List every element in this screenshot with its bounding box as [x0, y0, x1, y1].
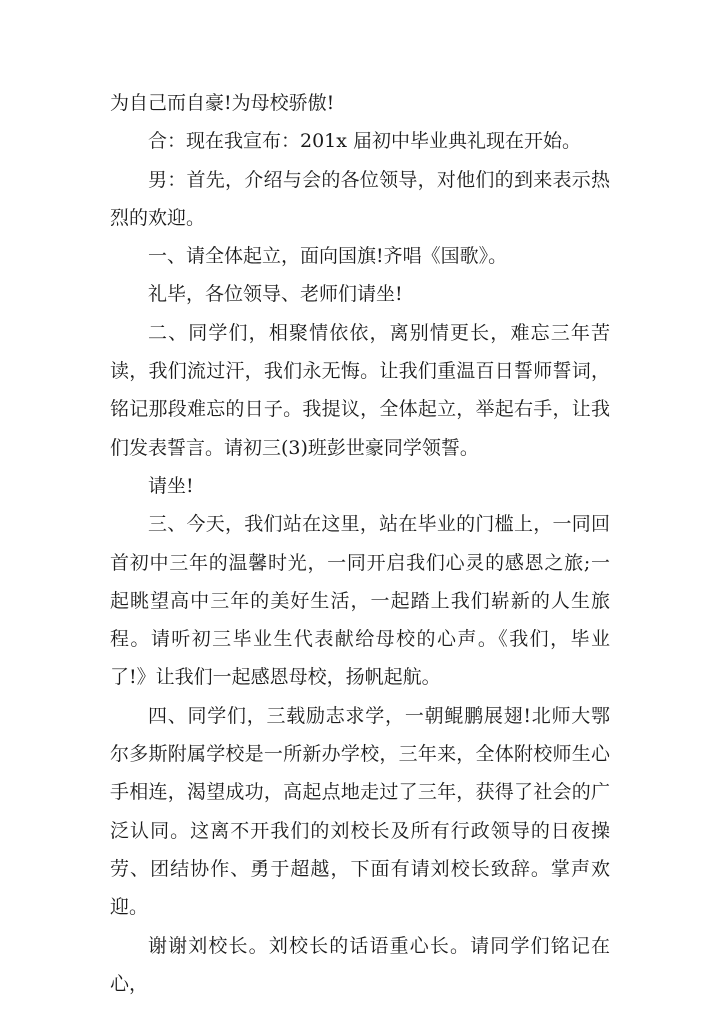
document-body	[110, 84, 610, 1003]
paragraph-graduate-speech: 三、今天，我们站在这里，站在毕业的门槛上，一同回首初中三年的温馨时光，一同开启我们心灵的感恩之旅;一起眺望高中三年的美好生活，一起踏上我们崭新的人生旅程。请听初三毕业生代表献给母校的心声。《我们，毕业了!》让我们一起感恩母校，扬帆起航。	[110, 513, 610, 689]
paragraph-principal-speech: 四、同学们，三载励志求学，一朝鲲鹏展翅!北师大鄂尔多斯附属学校是一所新办学校，三年来，全体附校师生心手相连，渴望成功，高起点地走过了三年，获得了社会的广泛认同。这离不开我们的刘校长及所有行政领导的日夜操劳、团结协作、勇于超越，下面有请刘校长致辞。掌声欢迎。	[110, 704, 610, 919]
paragraph-oath: 二、同学们，相聚情依依，离别情更长，难忘三年苦读，我们流过汗，我们永无悔。让我们重温百日誓师誓词，铭记那段难忘的日子。我提议，全体起立，举起右手，让我们发表誓言。请初三(3)班彭世豪同学领誓。	[110, 321, 610, 459]
paragraph-introduce-leaders: 男：首先，介绍与会的各位领导，对他们的到来表示热烈的欢迎。	[110, 168, 610, 229]
paragraph-thanks: 谢谢刘校长。刘校长的话语重心长。请同学们铭记在心，	[110, 934, 610, 995]
paragraph-please-sit: 请坐!	[148, 474, 194, 497]
paragraph-announcement: 合：现在我宣布：201x 届初中毕业典礼现在开始。	[148, 130, 582, 153]
paragraph-national-anthem: 一、请全体起立，面向国旗!齐唱《国歌》。	[148, 245, 508, 268]
paragraph-intro: 为自己而自豪!为母校骄傲!	[110, 92, 335, 114]
paragraph-be-seated: 礼毕，各位领导、老师们请坐!	[148, 283, 403, 306]
